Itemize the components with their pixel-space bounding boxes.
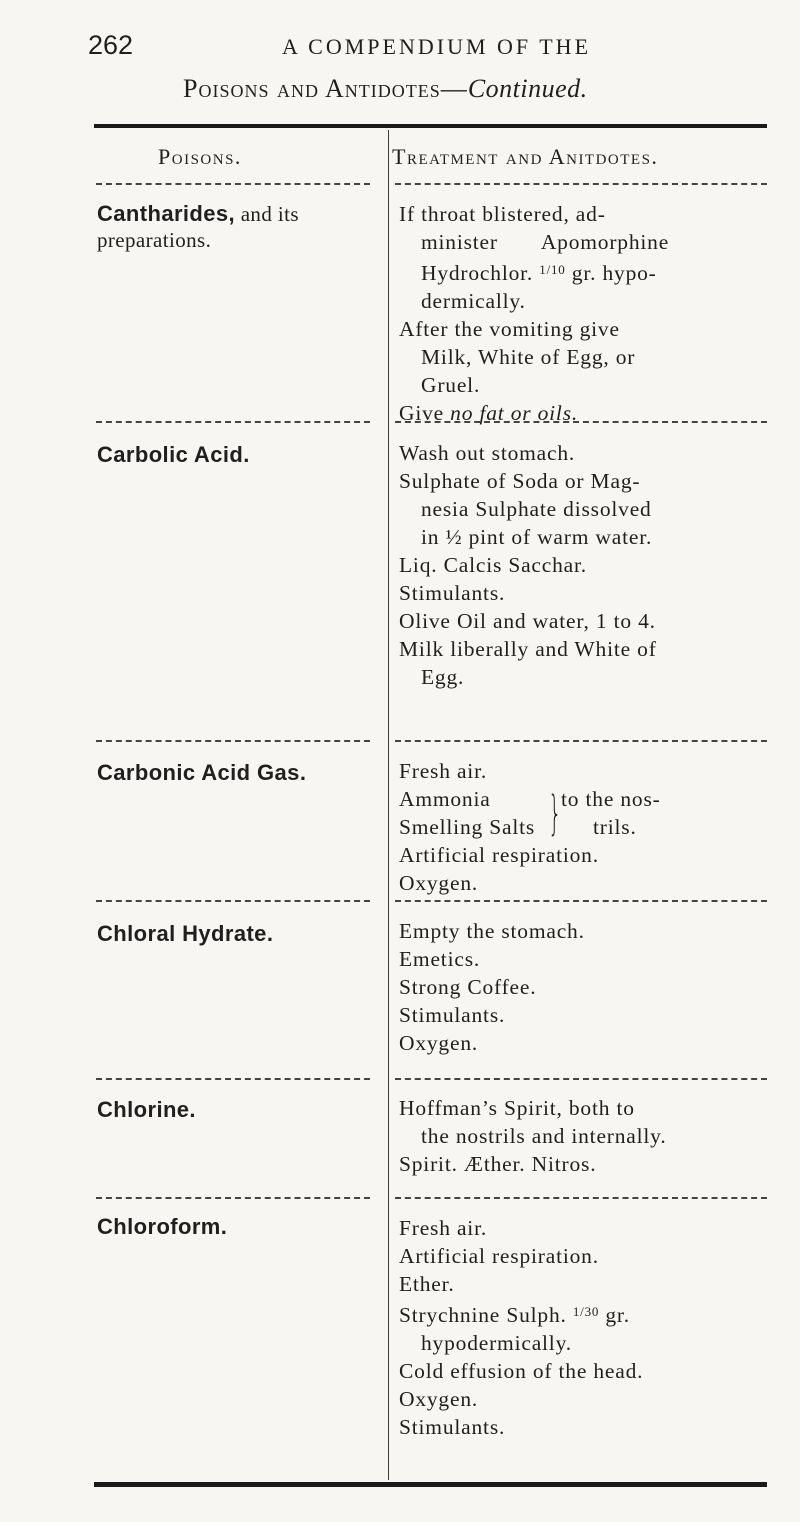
treatment-line: Oxygen. [399, 1031, 479, 1055]
poison-name-rest: and its [235, 202, 299, 226]
row-rule-left [96, 740, 370, 744]
poison-chloroform: Chloroform. [97, 1214, 228, 1239]
treatment-text: gr. hypo- [571, 261, 657, 285]
poison-name-bold: Cantharides, [97, 201, 236, 226]
treatment-line: Spirit. Æther. Nitros. [399, 1152, 597, 1176]
treatment-line: Gruel. [421, 373, 481, 397]
row-rule-left [96, 900, 370, 904]
poison-name-continuation: preparations. [97, 228, 212, 252]
poison-cantharides [97, 201, 299, 253]
treatment-line: Wash out stomach. [399, 441, 576, 465]
treatment-line: dermically. [421, 289, 526, 313]
row-rule-right [395, 1197, 767, 1201]
treatment-text: Hydrochlor. [421, 261, 534, 285]
treatment-line: Fresh air. [399, 1216, 488, 1240]
treatment-chlorine [399, 1094, 771, 1178]
treatment-line: Emetics. [399, 947, 481, 971]
treatment-text: gr. [605, 1303, 630, 1327]
column-divider [388, 130, 389, 1480]
treatment-line: Olive Oil and water, 1 to 4. [399, 609, 656, 633]
brace-icon: } [548, 786, 562, 840]
treatment-line: Liq. Calcis Sacchar. [399, 553, 587, 577]
table-top-rule [94, 124, 767, 128]
column-header-treatment: Treatment and Anitdotes. [392, 144, 659, 169]
section-title [183, 74, 588, 104]
fraction: 1/10 [539, 262, 566, 277]
poison-chlorine: Chlorine. [97, 1097, 196, 1122]
treatment-line [399, 1298, 771, 1329]
poison-chloral-hydrate: Chloral Hydrate. [97, 921, 274, 946]
treatment-chloral-hydrate [399, 917, 771, 1057]
treatment-line: Stimulants. [399, 1415, 506, 1439]
treatment-carbolic-acid [399, 439, 771, 691]
row-rule-left [96, 1197, 370, 1201]
treatment-chloroform [399, 1214, 771, 1441]
row-rule-left [96, 1078, 370, 1082]
treatment-line: the nostrils and internally. [421, 1124, 667, 1148]
treatment-line: After the vomiting give [399, 317, 620, 341]
treatment-line: Milk, White of Egg, or [421, 345, 636, 369]
poison-carbolic-acid: Carbolic Acid. [97, 442, 250, 467]
treatment-carbonic-acid-gas [399, 757, 771, 897]
treatment-line: Hoffman’s Spirit, both to [399, 1096, 635, 1120]
treatment-line: Strong Coffee. [399, 975, 537, 999]
treatment-line: Oxygen. [399, 871, 479, 895]
row-rule-left [96, 421, 370, 425]
page-number: 262 [88, 30, 134, 60]
row-rule-right [395, 421, 767, 425]
treatment-line: in ½ pint of warm water. [421, 525, 653, 549]
treatment-text: Strychnine Sulph. [399, 1303, 567, 1327]
treatment-line: Empty the stomach. [399, 919, 585, 943]
section-title-main: Poisons and Antidotes— [183, 74, 468, 103]
treatment-line: Oxygen. [399, 1387, 479, 1411]
treatment-line: If throat blistered, ad- [399, 202, 606, 226]
row-rule-right [395, 740, 767, 744]
treatment-line: Fresh air. [399, 759, 488, 783]
treatment-emphasis: no fat or oils. [450, 401, 579, 425]
header-rule-right [395, 183, 767, 187]
treatment-line [399, 256, 771, 287]
treatment-line: Stimulants. [399, 581, 506, 605]
treatment-line: Artificial respiration. [399, 1244, 599, 1268]
treatment-line: nesia Sulphate dissolved [421, 497, 652, 521]
treatment-text: Give [399, 401, 451, 425]
header-rule-left [96, 183, 370, 187]
treatment-line: Sulphate of Soda or Mag- [399, 469, 641, 493]
treatment-line: Artificial respiration. [399, 843, 599, 867]
table-bottom-rule [94, 1482, 767, 1487]
treatment-text: Smelling Salts [399, 815, 536, 839]
treatment-text: trils. [593, 815, 637, 839]
running-head-title: A COMPENDIUM OF THE [282, 34, 592, 59]
treatment-line: Stimulants. [399, 1003, 506, 1027]
row-rule-right [395, 1078, 767, 1082]
treatment-cantharides [399, 200, 771, 427]
fraction: 1/30 [572, 1304, 600, 1319]
treatment-line: minister Apomorphine [421, 230, 670, 254]
treatment-line: Egg. [421, 665, 465, 689]
treatment-line: hypodermically. [421, 1331, 572, 1355]
bracketed-lines [399, 785, 771, 841]
treatment-text: Ammonia [399, 787, 491, 811]
row-rule-right [395, 900, 767, 904]
running-head [0, 30, 800, 66]
column-header-poisons: Poisons. [158, 144, 242, 169]
treatment-line: Milk liberally and White of [399, 637, 657, 661]
treatment-line: Ether. [399, 1272, 455, 1296]
section-title-continued: Continued. [467, 74, 588, 103]
treatment-line: Cold effusion of the head. [399, 1359, 644, 1383]
treatment-text: to the nos- [561, 787, 661, 811]
poison-carbonic-acid-gas: Carbonic Acid Gas. [97, 760, 307, 785]
